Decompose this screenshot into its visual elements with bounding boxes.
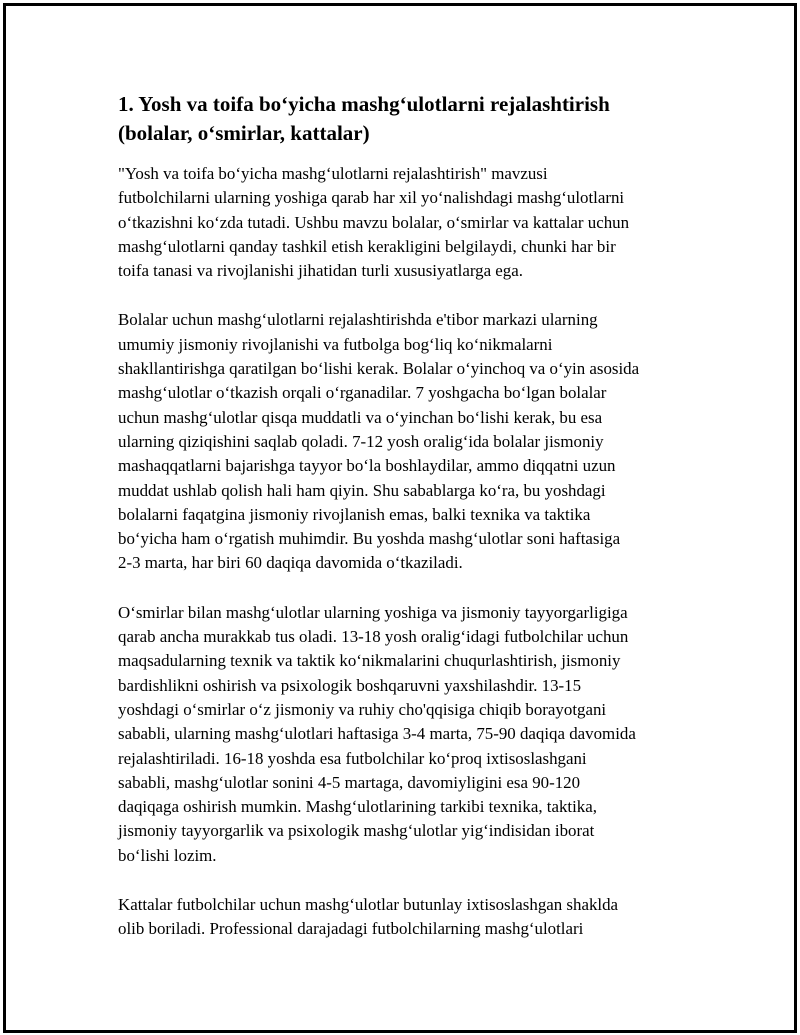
section-heading: 1. Yosh va toifa bo‘yicha mashg‘ulotlarni rejalashtirish (bolalar, o‘smirlar, kattalar) xyxy=(118,92,610,145)
paragraph-intro: "Yosh va toifa bo‘yicha mashg‘ulotlarni rejalashtirish" mavzusi futbolchilarni ularning yoshiga qarab har xil yo‘nalishdagi mashg‘ulotlarni o‘tkazishni ko‘zda tutadi. Ushbu mavzu bolalar, o‘smirlar va kattalar uchun mashg‘ulotlarni qanday tashkil etish kerakligini belgilaydi, chunki har bir toifa tanasi va rivojlanishi jihatidan turli xususiyatlarga ega. xyxy=(118,164,630,281)
paragraph-teenagers: O‘smirlar bilan mashg‘ulotlar ularning yoshiga va jismoniy tayyorgarligiga qarab ancha murakkab tus oladi. 13-18 yosh oralig‘idagi futbolchilar uchun maqsadularning texnik va taktik ko‘nikmalarini chuqurlashtirish, jismoniy bardishlikni oshirish va psixologik boshqaruvni yaxshilashdir. 13-15 yoshdagi o‘smirlar o‘z jismoniy va ruhiy cho'qqisiga chiqib borayotgani sababli, ularning mashg‘ulotlari haftasiga 3-4 marta, 75-90 daqiqa davomida rejalashtiriladi. 16-18 yoshda esa futbolchilar ko‘proq ixtisoslashgani sababli, mashg‘ulotlar sonini 4-5 martaga, davomiyligini esa 90-120 daqiqaga oshirish mumkin. Mashg‘ulotlarining tarkibi texnika, taktika, jismoniy tayyorgarlik va psixologik mashg‘ulotlar yig‘indisidan iborat bo‘lishi lozim. xyxy=(118,602,636,865)
document-body xyxy=(118,90,683,967)
paragraph-adults: Kattalar futbolchilar uchun mashg‘ulotlar butunlay ixtisoslashgan shaklda olib boriladi. Professional darajadagi futbolchilarning mashg‘ulotlari xyxy=(118,895,619,939)
paragraph-children: Bolalar uchun mashg‘ulotlarni rejalashtirishda e'tibor markazi ularning umumiy jismoniy rivojlanishi va futbolga bog‘liq ko‘nikmalarni shakllantirishga qaratilgan bo‘lishi kerak. Bolalar o‘yinchoq va o‘yin asosida mashg‘ulotlar o‘tkazish orqali o‘rganadilar. 7 yoshgacha bo‘lgan bolalar uchun mashg‘ulotlar qisqa muddatli va o‘yinchan bo‘lishi kerak, bu esa ularning qiziqishini saqlab qoladi. 7-12 yosh oralig‘ida bolalar jismoniy mashaqqatlarni bajarishga tayyor bo‘la boshlaydilar, ammo diqqatni uzun muddat ushlab qolish hali ham qiyin. Shu sabablarga ko‘ra, bu yoshdagi bolalarni faqatgina jismoniy rivojlanish emas, balki texnika va taktika bo‘yicha ham o‘rgatish muhimdir. Bu yoshda mashg‘ulotlar soni haftasiga 2-3 marta, har biri 60 daqiqa davomida o‘tkaziladi. xyxy=(118,310,640,573)
